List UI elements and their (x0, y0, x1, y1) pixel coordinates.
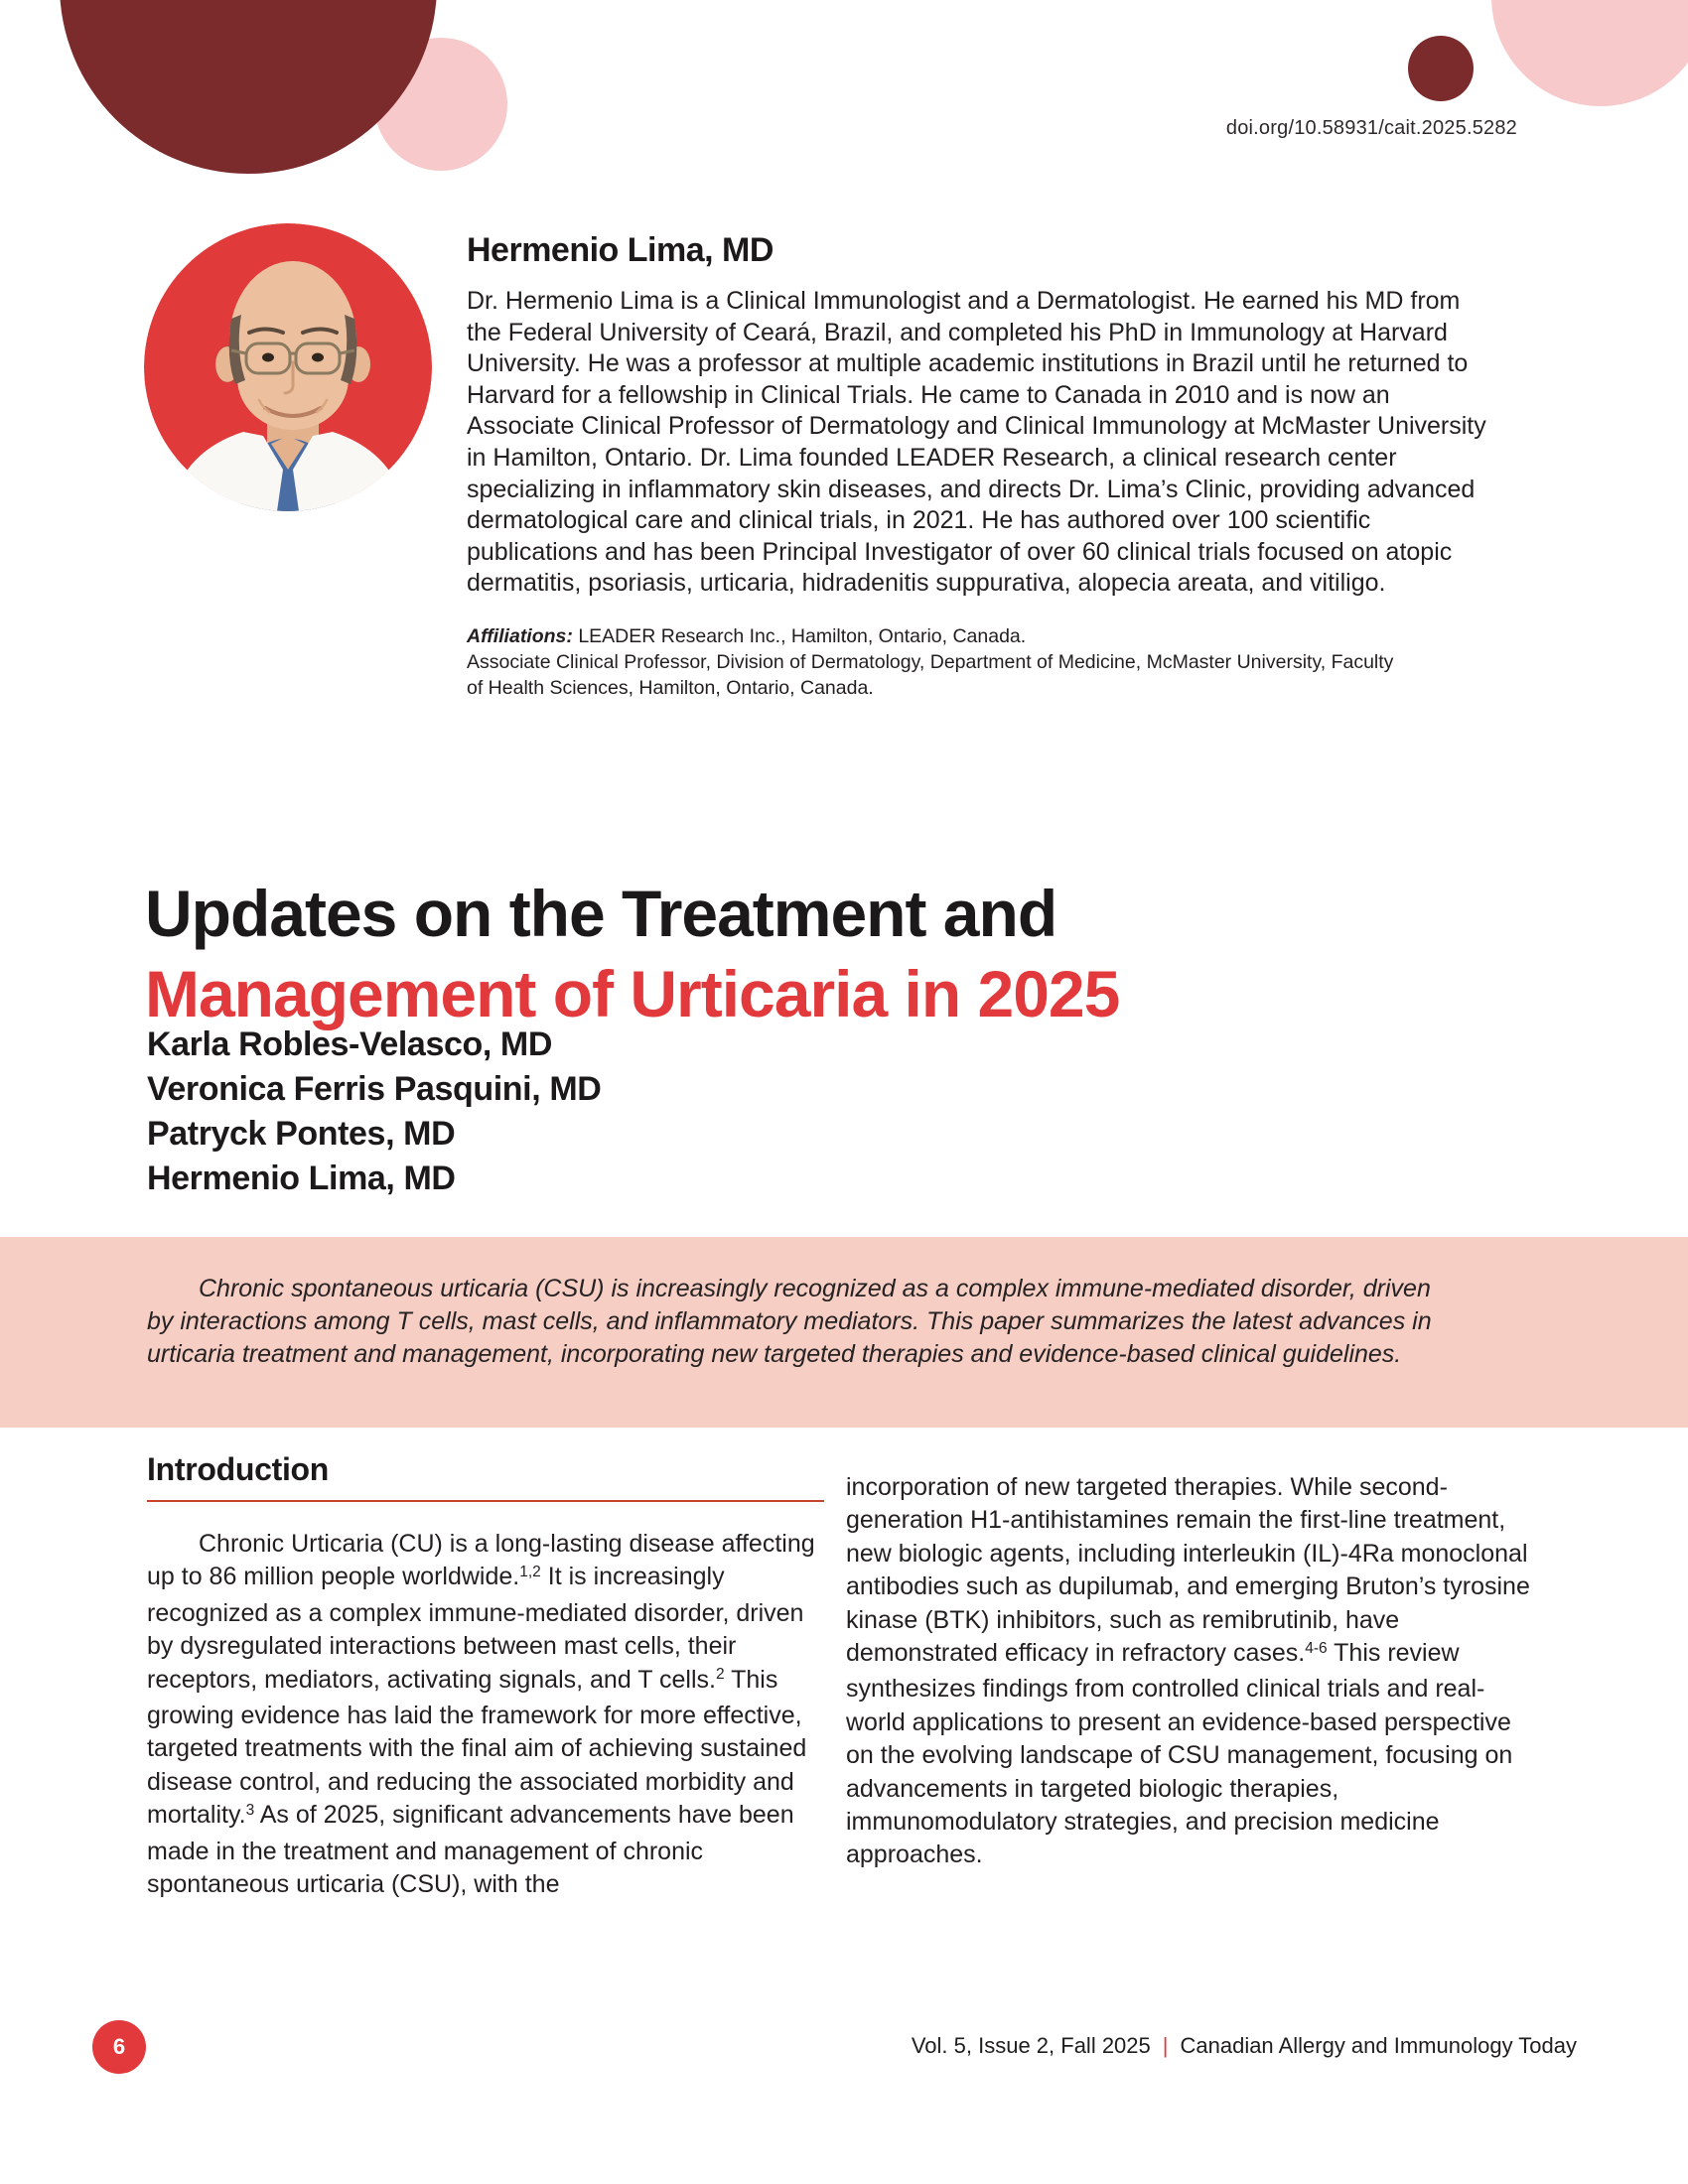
affiliations-line-2: Associate Clinical Professor, Division of Dermatology, Department of Medicine, McMaster University, Faculty of Health Sciences, Hamilton, Ontario, Canada. (467, 650, 1394, 699)
author-profile (467, 231, 1491, 701)
affiliations-label: Affiliations: (467, 624, 573, 647)
author-list-item: Karla Robles-Velasco, MD (147, 1025, 552, 1063)
footer-separator: | (1162, 2033, 1169, 2058)
author-list-item: Patryck Pontes, MD (147, 1115, 456, 1153)
abstract-band (0, 1237, 1688, 1428)
author-bio: Dr. Hermenio Lima is a Clinical Immunologist and a Dermatologist. He earned his MD from the Federal University of Ceará, Brazil, and completed his PhD in Immunology at Harvard University. He was a professor at multiple academic institutions in Brazil until he returned to Harvard for a fellowship in Clinical Trials. He came to Canada in 2010 and is now an Associate Clinical Professor of Dermatology and Clinical Immunology at McMaster University in Hamilton, Ontario. Dr. Lima founded LEADER Research, a clinical research center specializing in inflammatory skin diseases, and directs Dr. Lima’s Clinic, providing advanced dermatological care and clinical trials, in 2021. He has authored over 100 scientific publications and has been Principal Investigator of over 60 clinical trials focused on atopic dermatitis, psoriasis, urticaria, hidradenitis suppurativa, alopecia areata, and vitiligo. (467, 287, 1486, 598)
affiliations-text-1: LEADER Research Inc., Hamilton, Ontario, Canada. (578, 624, 1027, 647)
footer-journal-name: Canadian Allergy and Immunology Today (1180, 2033, 1577, 2058)
author-photo (144, 223, 432, 511)
article-title (145, 874, 1119, 1034)
introduction-paragraph-right: incorporation of new targeted therapies. While second-generation H1-antihistamines remain the first-line treatment, new biologic agents, including interleukin (IL)-4Ra monoclonal antibodies such as dupilumab, and emerging Bruton’s tyrosine kinase (BTK) inhibitors, such as remibrutinib, have demonstrated efficacy in refractory cases.$^{4-6}$ This review synthesizes findings from controlled clinical trials and real-world applications to present an evidence-based perspective on the evolving landscape of CSU management, focusing on advancements in targeted biologic therapies, immunomodulatory strategies, and precision medicine approaches. (846, 1473, 1530, 1869)
doi-link[interactable]: doi.org/10.58931/cait.2025.5282 (1225, 117, 1517, 139)
introduction-right-column (846, 1451, 1533, 1901)
article-title-line-1: Updates on the Treatment and (145, 877, 1057, 951)
author-list (147, 1023, 601, 1201)
affiliations-line-1 (467, 623, 1410, 649)
decorative-circle-top-right-maroon (1408, 36, 1474, 101)
author-name-heading: Hermenio Lima, MD (467, 231, 774, 269)
decorative-circle-top-left-maroon (60, 0, 437, 174)
page-number-badge: 6 (92, 2020, 146, 2074)
decorative-circle-top-right-pink (1491, 0, 1688, 106)
abstract-text: Chronic spontaneous urticaria (CSU) is increasingly recognized as a complex immune-mediated disorder, driven by interactions among T cells, mast cells, and inflammatory mediators. This paper summarizes the latest advances in urticaria treatment and management, incorporating new targeted therapies and evidence-based clinical guidelines. (147, 1275, 1432, 1368)
footer-volume-info: Vol. 5, Issue 2, Fall 2025 (911, 2033, 1151, 2058)
author-portrait-illustration (144, 223, 432, 511)
introduction-left-column (147, 1451, 824, 1901)
introduction-paragraph-left: Chronic Urticaria (CU) is a long-lasting disease affecting up to 86 million people worldwide.$^{1,2}$ It is increasingly recognized as a complex immune-mediated disorder, driven by dysregulated interactions between mast cells, their receptors, mediators, activating signals, and T cells.$^2$ This growing evidence has laid the framework for more effective, targeted treatments with the final aim of achieving sustained disease control, and reducing the associated morbidity and mortality.$^3$ As of 2025, significant advancements have been made in the treatment and management of chronic spontaneous urticaria (CSU), with the (147, 1530, 815, 1899)
footer (912, 2033, 1577, 2059)
introduction-heading: Introduction (147, 1451, 824, 1502)
affiliations (467, 623, 1410, 701)
introduction-section (147, 1451, 1533, 1901)
author-list-item: Veronica Ferris Pasquini, MD (147, 1070, 602, 1108)
author-list-item: Hermenio Lima, MD (147, 1160, 456, 1197)
article-title-line-2: Management of Urticaria in 2025 (145, 957, 1120, 1031)
